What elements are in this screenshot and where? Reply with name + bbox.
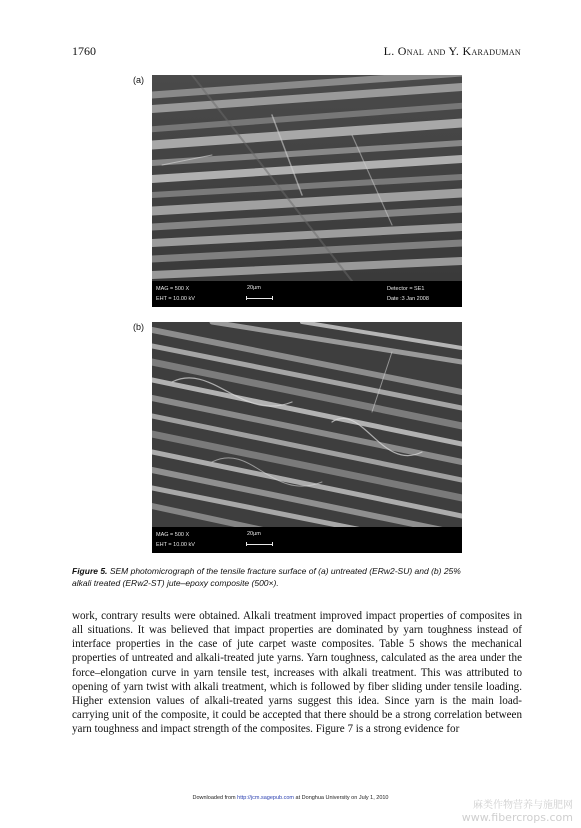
mag-label-b: MAG = 500 X [156, 532, 190, 538]
watermark-chinese-text: 麻类作物营养与施肥网 [473, 800, 573, 811]
scale-label-b: 20µm [247, 531, 261, 537]
scale-label-a: 20µm [247, 285, 261, 291]
body-paragraph: work, contrary results were obtained. Alkali treatment improved impact properties of composites in all situations. It was believed that impact properties are dominated by yarn toughness instead of interface properties in the case of jute carpet waste composites. Table 5 shows the mechanical properties of untreated and alkali-treated jute yarns. Yarn toughness, calculated as the area under the force–elongation curve in yarn tensile test, increases with alkali treatment. This was attributed to opening of yarn twist with alkali treatment, which is followed by fiber sliding under tensile loading. Higher extension values of alkali-treated yarns suggest this idea. Since yarn is the main load-carrying unit of the composite, it could be accepted that there should be a strong correlation between yarn toughness and impact strength of the composites. Figure 7 is a strong evidence for [72, 610, 522, 736]
footer-link[interactable]: http://jcm.sagepub.com [237, 795, 295, 801]
watermark-url: www.fibercrops.com [461, 811, 573, 824]
scale-bar-tick-right-a [272, 296, 273, 300]
scale-bar-a [246, 298, 272, 299]
footer-prefix: Downloaded from [192, 795, 236, 801]
sem-info-bar-a [152, 281, 462, 307]
panel-label-b: (b) [133, 322, 144, 332]
scale-bar-tick-right-b [272, 542, 273, 546]
site-watermark [462, 800, 573, 824]
eht-label-a: EHT = 10.00 kV [156, 296, 195, 302]
sem-micrograph-alkali-treated [152, 322, 462, 527]
sem-micrograph-untreated [152, 75, 462, 281]
figure-caption [72, 565, 472, 589]
mag-label-a: MAG = 500 X [156, 286, 190, 292]
date-label-a: Date :3 Jan 2008 [387, 296, 429, 302]
scale-bar-b [246, 544, 272, 545]
sem-image-b [152, 322, 462, 553]
eht-label-b: EHT = 10.00 kV [156, 542, 195, 548]
running-head: L. Onal and Y. Karaduman [383, 44, 521, 58]
detector-label-a: Detector = SE1 [387, 286, 425, 292]
footer-suffix: at Donghua University on July 1, 2010 [295, 795, 389, 801]
sem-info-bar-b [152, 527, 462, 553]
scale-bar-tick-left-b [246, 542, 247, 546]
scale-bar-tick-left-a [246, 296, 247, 300]
panel-label-a: (a) [133, 75, 144, 85]
page-number: 1760 [72, 44, 96, 58]
sem-image-a [152, 75, 462, 307]
figure-caption-text: SEM photomicrograph of the tensile fracture surface of (a) untreated (ERw2-SU) and (b) 25% alkali treated (ERw2-ST) jute–epoxy composite (500×). [72, 566, 461, 588]
figure-caption-label: Figure 5. [72, 566, 108, 576]
